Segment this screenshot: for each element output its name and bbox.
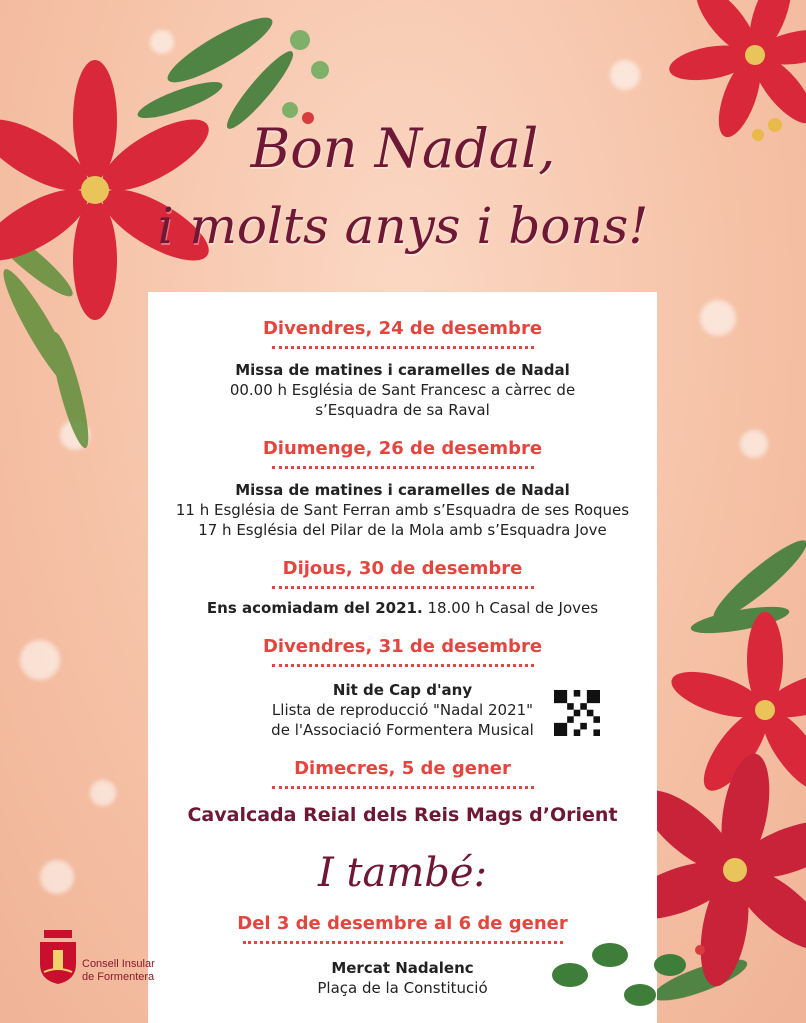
bokeh-light	[90, 780, 116, 806]
event-line: 17 h Església del Pilar de la Mola amb s’Esquadra Jove	[198, 521, 607, 539]
event-line: Llista de reproducció "Nadal 2021"	[271, 701, 534, 719]
logo-line2: de Formentera	[82, 971, 155, 983]
event-place: Plaça de la Constitució	[317, 979, 488, 997]
event-date: Divendres, 31 de desembre	[262, 636, 543, 657]
event-line: 11 h Església de Sant Ferran amb s’Esquadra de ses Roques	[175, 501, 630, 519]
event-date: Del 3 de desembre al 6 de gener	[237, 913, 568, 934]
also-details	[148, 958, 657, 998]
event-heading: Nit de Cap d'any	[332, 681, 473, 699]
event-line: s’Esquadra de sa Raval	[315, 401, 490, 419]
qr-code-icon[interactable]	[554, 690, 600, 736]
event-31-dec	[148, 636, 657, 667]
bokeh-light	[40, 860, 74, 894]
page-title-line1: Bon Nadal,	[250, 117, 556, 180]
bokeh-light	[700, 300, 736, 336]
event-date: Dijous, 30 de desembre	[282, 558, 523, 579]
event-24-dec	[148, 318, 657, 349]
dotted-divider	[272, 786, 534, 789]
dotted-divider	[272, 346, 534, 349]
page-title-line2: i molts anys i bons!	[157, 197, 649, 255]
event-line: de l'Associació Formentera Musical	[271, 721, 534, 739]
event-date: Divendres, 24 de desembre	[262, 318, 543, 339]
event-5-jan	[148, 758, 657, 789]
bokeh-light	[740, 430, 768, 458]
event-date: Diumenge, 26 de desembre	[262, 438, 543, 459]
event-heading: Cavalcada Reial dels Reis Mags d’Orient	[187, 804, 618, 826]
event-30-dec	[148, 558, 657, 589]
event-line: 00.00 h Església de Sant Francesc a càrrec de	[229, 381, 576, 399]
event-date: Dimecres, 5 de gener	[294, 758, 511, 779]
event-5-jan-details	[148, 804, 657, 826]
logo-text	[82, 958, 155, 984]
event-heading: Ens acomiadam del 2021.	[206, 599, 423, 617]
event-26-dec-details	[148, 480, 657, 540]
also-title: I també:	[317, 850, 488, 896]
dotted-divider	[243, 941, 563, 944]
event-heading: Missa de matines i caramelles de Nadal	[235, 361, 570, 379]
event-heading: Missa de matines i caramelles de Nadal	[235, 481, 570, 499]
event-30-dec-details	[148, 598, 657, 618]
event-26-dec	[148, 438, 657, 469]
event-24-dec-details	[148, 360, 657, 420]
bokeh-light	[610, 60, 640, 90]
event-heading: Mercat Nadalenc	[331, 959, 474, 977]
dotted-divider	[272, 586, 534, 589]
event-detail: 18.00 h Casal de Joves	[427, 599, 599, 617]
also-section	[148, 913, 657, 944]
dotted-divider	[272, 466, 534, 469]
bokeh-light	[20, 640, 60, 680]
coat-of-arms-icon	[38, 930, 78, 984]
dotted-divider	[272, 664, 534, 667]
logo-line1: Consell Insular	[82, 958, 155, 970]
